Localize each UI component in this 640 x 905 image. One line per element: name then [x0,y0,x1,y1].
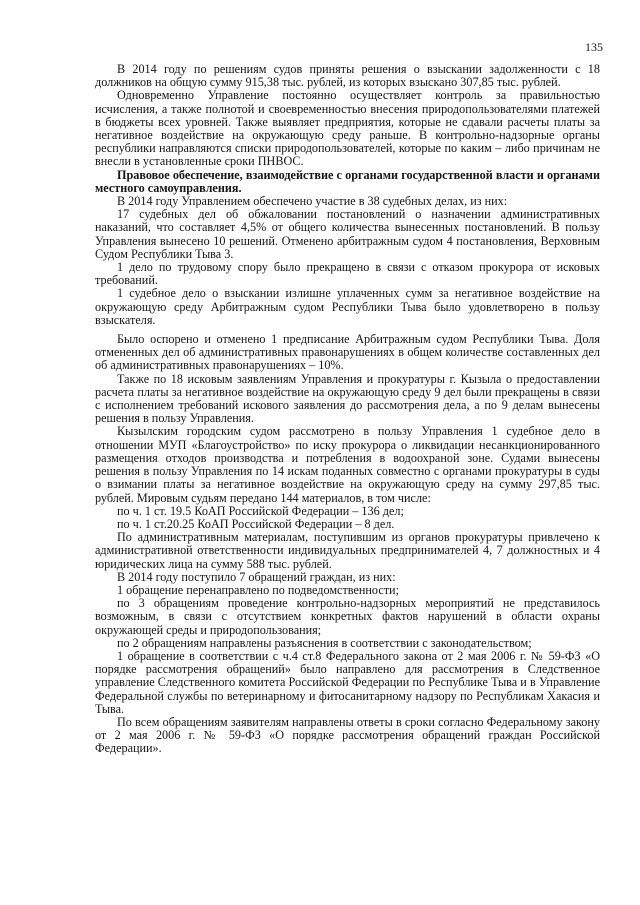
paragraph: 17 судебных дел об обжаловании постановлений о назначении административных наказаний, что составляет 4,5% от общего количества вынесенных постановлений. В пользу Управления вынесено 10 решений. Отменено арбитражным судом 4 постановления, Верховным Судом Республики Тыва 3. [95,207,600,261]
paragraph: по 3 обращениям проведение контрольно-надзорных мероприятий не представилось возможным, в связи с отсутствием конкретных фактов нарушений в области охраны окружающей среды и природопользования; [95,596,600,637]
paragraph: Кызылским городским судом рассмотрено в пользу Управления 1 судебное дело в отношении МУП «Благоустройство» по иску прокурора о ликвидации несанкционированного размещения отходов производства и потребления в водоохраной зоне. Судами вынесены решения в пользу Управления по 14 искам поданных совместно с органами прокуратуры в суды о взимании платы за негативное воздействие на окружающую среду на сумму 297,85 тыс. рублей. Мировым судьям передано 144 материалов, в том числе: [95,424,600,505]
paragraph: 1 дело по трудовому спору было прекращено в связи с отказом прокурора от исковых требований. [95,260,600,288]
paragraph: по ч. 1 ст. 19.5 КоАП Российской Федерации – 136 дел; [117,503,404,518]
paragraph: По административным материалам, поступившим из органов прокуратуры привлечено к административной ответственности индивидуальных предпринимателей 4, 7 должностных и 4 юридических лица на сумму 588 тыс. рублей. [95,530,600,571]
paragraph: В 2014 году по решениям судов приняты решения о взыскании задолженности с 18 должников на общую сумму 915,38 тыс. рублей, из которых взыскано 307,85 тыс. рублей. [95,62,600,90]
paragraph: Также по 18 исковым заявлениям Управления и прокуратуры г. Кызыла о предоставлении расчета платы за негативное воздействие на окружающую среду 9 дел были прекращены в связи с исполнением требований искового заявления до рассмотрения дела, а по 9 делам вынесены решения в пользу Управления. [95,371,600,426]
paragraph: 1 обращение перенаправлено по подведомственности; [117,582,399,597]
paragraph: В 2014 году поступило 7 обращений граждан, из них: [117,569,396,584]
document-body [95,63,600,756]
paragraph: По всем обращениям заявителям направлены ответы в сроки согласно Федеральному закону от 2 мая 2006 г. № 59-ФЗ «О порядке рассмотрения обращений граждан Российской Федерации». [95,714,600,756]
paragraph: по ч. 1 ст.20.25 КоАП Российской Федерации – 8 дел. [117,516,395,531]
page-number: 135 [585,40,603,54]
paragraph: В 2014 году Управлением обеспечено участие в 38 судебных делах, из них: [117,194,508,209]
paragraph: Одновременно Управление постоянно осуществляет контроль за правильностью исчисления, а также полнотой и своевременностью внесения природопользователями платежей в бюджеты всех уровней. Также выявляет предприятия, которые не сдавали расчеты платы за негативное воздействие на окружающую среду раньше. В контрольно-надзорные органы республики направляются списки природопользователей, которые по каким – либо причинам не внесли в установленные сроки ПНВОС. [95,88,600,169]
paragraph: 1 судебное дело о взыскании излишне уплаченных сумм за негативное воздействие на окружающую среду Арбитражным судом Республики Тыва было удовлетворено в пользу взыскателя. [95,286,600,327]
paragraph: по 2 обращениям направлены разъяснения в соответствии с законодательством; [117,635,532,650]
paragraph: Было оспорено и отменено 1 предписание Арбитражным судом Республики Тыва. Доля отмененных дел об административных правонарушениях в общем количестве составленных дел об административных правонарушениях – 10%. [95,332,600,373]
paragraph: 1 обращение в соответствии с ч.4 ст.8 Федерального закона от 2 мая 2006 г. № 59-ФЗ «О порядке рассмотрения обращений» было направлено для рассмотрения в Следственное управление Следственного комитета Российской Федерации по Республике Тыва и в Управление Федеральной службы по ветеринарному и фитосанитарному надзору по Республикам Хакасия и Тыва. [95,648,600,716]
section-heading: Правовое обеспечение, взаимодействие с органами государственной власти и органами местного самоуправления. [95,167,600,195]
